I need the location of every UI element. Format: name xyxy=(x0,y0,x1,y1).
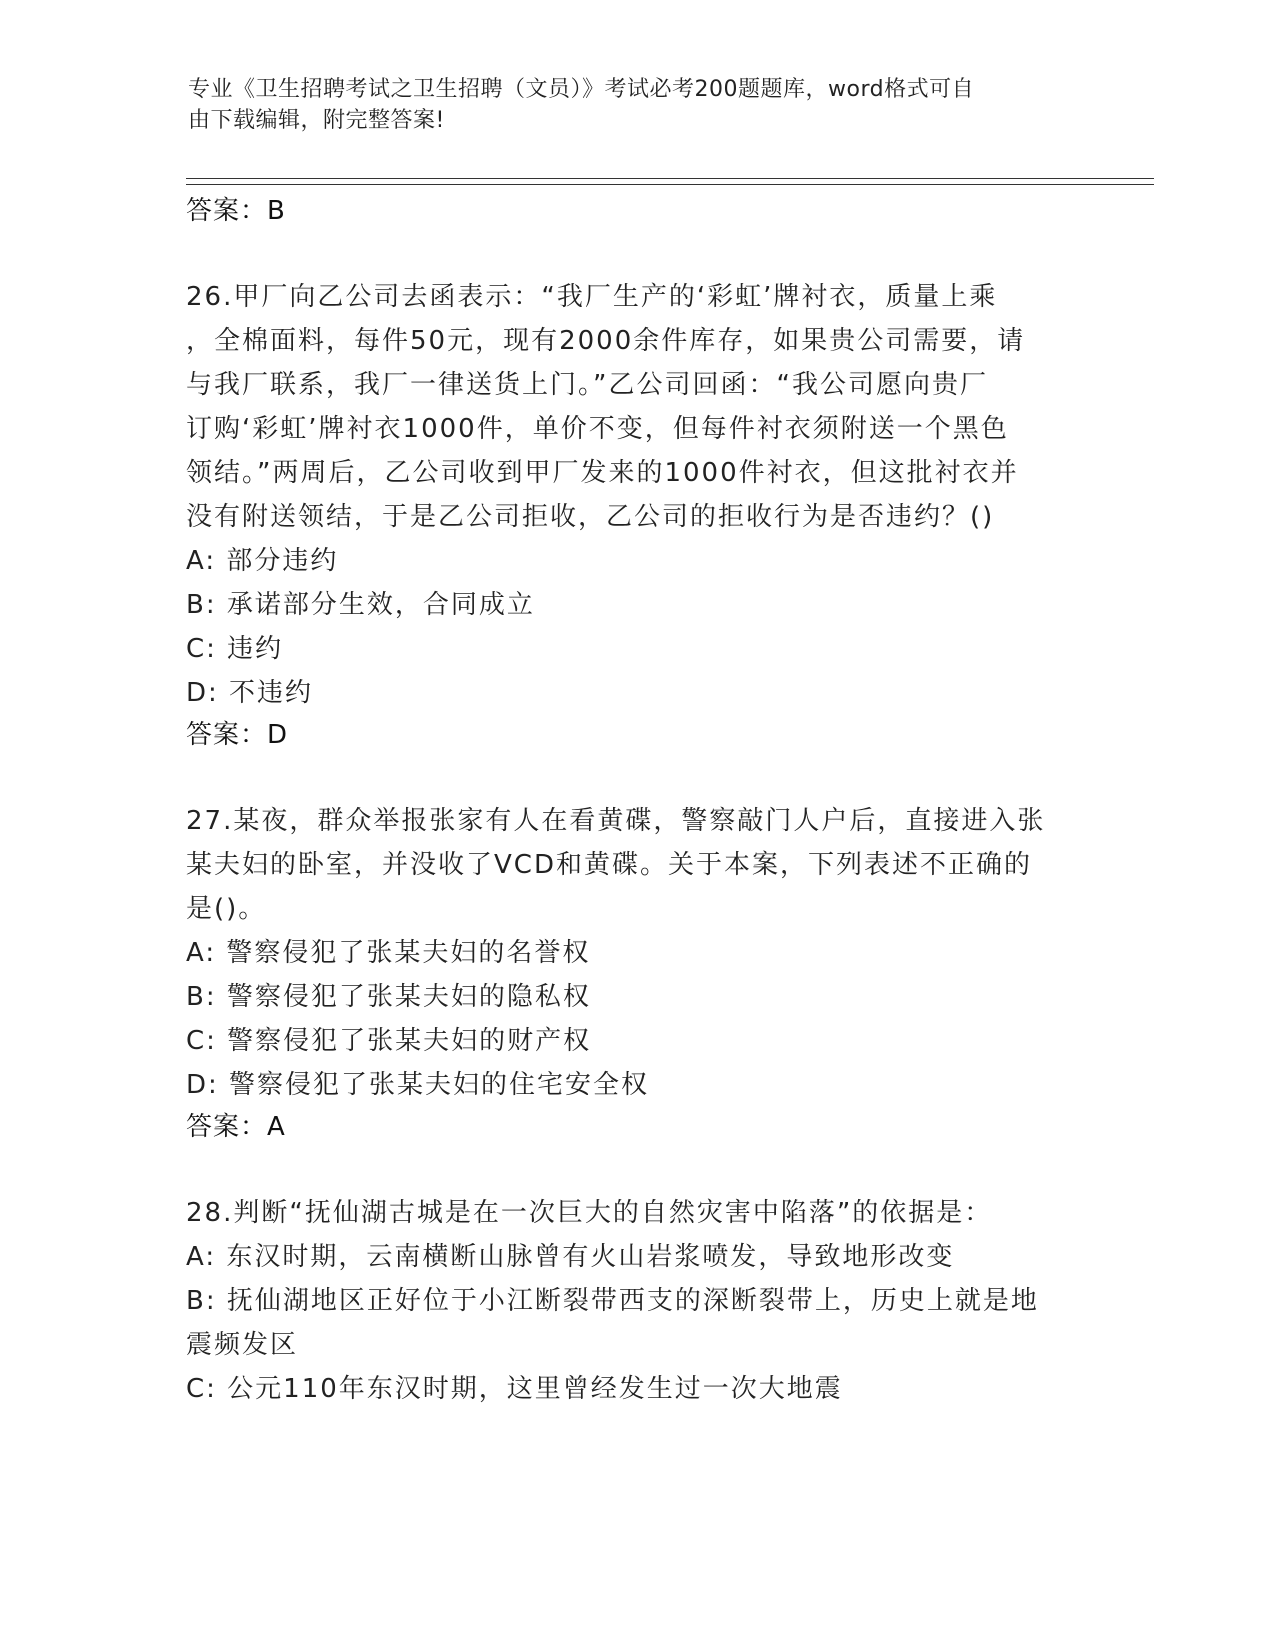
q27-option-d: D: 警察侵犯了张某夫妇的住宅安全权 xyxy=(186,1070,650,1100)
q28-option-b-continued: 震频发区 xyxy=(186,1330,299,1360)
q27-line-3: 是()。 xyxy=(186,894,267,924)
q26-line-4: 订购‘彩虹’牌衬衣1000件，单价不变，但每件衬衣须附送一个黑色 xyxy=(186,414,1009,444)
q27-option-b: B: 警察侵犯了张某夫妇的隐私权 xyxy=(186,982,591,1012)
q26-option-c: C: 违约 xyxy=(186,634,284,664)
q28-option-c: C: 公元110年东汉时期，这里曾经发生过一次大地震 xyxy=(186,1374,843,1404)
q27-option-a: A: 警察侵犯了张某夫妇的名誉权 xyxy=(186,938,591,968)
q26-option-b: B: 承诺部分生效，合同成立 xyxy=(186,590,535,620)
header-divider-bottom xyxy=(186,184,1154,185)
q26-line-3: 与我厂联系，我厂一律送货上门。”乙公司回函：“我公司愿向贵厂 xyxy=(186,370,988,400)
q26-line-5: 领结。”两周后，乙公司收到甲厂发来的1000件衬衣，但这批衬衣并 xyxy=(186,458,1019,488)
header-line-1: 专业《卫生招聘考试之卫生招聘（文员）》考试必考200题题库，word格式可自 xyxy=(188,77,975,102)
header-line-2: 由下载编辑，附完整答案! xyxy=(188,108,445,133)
q26-line-2: ，全棉面料，每件50元，现有2000余件库存，如果贵公司需要，请 xyxy=(186,326,1026,356)
q26-answer: 答案：D xyxy=(186,720,289,750)
q26-line-1: 26.甲厂向乙公司去函表示：“我厂生产的‘彩虹’牌衬衣，质量上乘 xyxy=(186,282,998,312)
header-divider-top xyxy=(186,178,1154,179)
answer-previous: 答案：B xyxy=(186,196,286,226)
document-header xyxy=(188,74,1068,136)
q26-option-d: D: 不违约 xyxy=(186,678,314,708)
q26-option-a: A: 部分违约 xyxy=(186,546,339,576)
q26-line-6: 没有附送领结，于是乙公司拒收，乙公司的拒收行为是否违约？() xyxy=(186,502,995,532)
q28-option-b: B: 抚仙湖地区正好位于小江断裂带西支的深断裂带上，历史上就是地 xyxy=(186,1286,1039,1316)
q27-line-2: 某夫妇的卧室，并没收了VCD和黄碟。关于本案，下列表述不正确的 xyxy=(186,850,1032,880)
q27-answer: 答案：A xyxy=(186,1112,286,1142)
q28-option-a: A: 东汉时期，云南横断山脉曾有火山岩浆喷发，导致地形改变 xyxy=(186,1242,955,1272)
q27-line-1: 27.某夜，群众举报张家有人在看黄碟，警察敲门人户后，直接进入张 xyxy=(186,806,1046,836)
q27-option-c: C: 警察侵犯了张某夫妇的财产权 xyxy=(186,1026,592,1056)
q28-line-1: 28.判断“抚仙湖古城是在一次巨大的自然灾害中陷落”的依据是： xyxy=(186,1198,993,1228)
